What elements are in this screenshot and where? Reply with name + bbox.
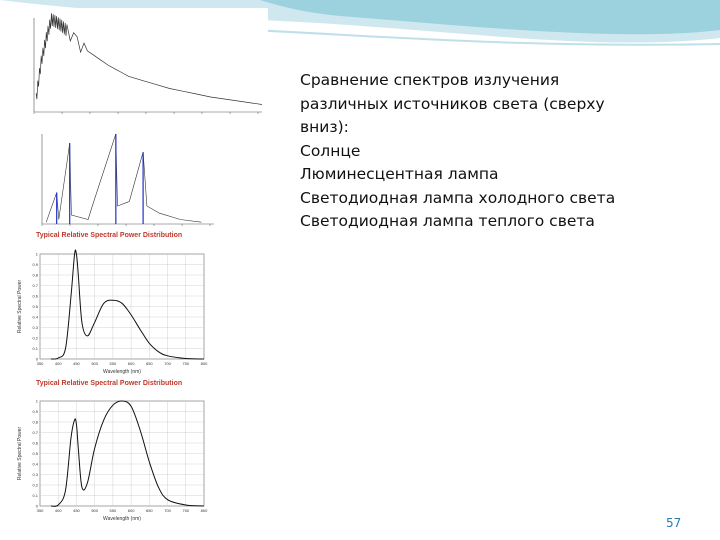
y-axis-label: Relative Spectral Power — [17, 426, 23, 481]
y-tick-label: 1 — [35, 251, 38, 257]
x-tick-label: 500 — [91, 508, 99, 513]
chart-title: Typical Relative Spectral Power Distribution — [36, 232, 183, 239]
y-tick-label: 0.6 — [32, 293, 38, 299]
y-tick-label: 0.5 — [32, 303, 38, 309]
y-tick-label: 0 — [35, 356, 38, 362]
y-axis-label: Relative Spectral Power — [17, 279, 23, 334]
y-tick-label: 0.8 — [32, 272, 38, 278]
x-tick-label: 700 — [164, 361, 171, 366]
x-tick-label: 450 — [73, 361, 80, 366]
text-line: различных источников света (сверху — [300, 94, 605, 113]
x-tick-label: 400 — [54, 361, 62, 366]
chart-led-cold — [14, 232, 214, 380]
text-line: Солнце — [300, 141, 361, 160]
x-tick-label: 550 — [109, 508, 117, 513]
y-tick-label: 0.8 — [32, 419, 38, 425]
y-tick-label: 1 — [35, 398, 38, 404]
x-tick-label: 500 — [91, 361, 99, 366]
x-tick-label: 600 — [127, 508, 135, 513]
y-tick-label: 0.9 — [32, 261, 38, 267]
y-tick-label: 0 — [35, 503, 38, 509]
x-tick-label: 800 — [200, 508, 208, 513]
y-tick-label: 0.1 — [32, 492, 38, 498]
chart-title: Typical Relative Spectral Power Distribution — [36, 380, 183, 387]
y-tick-label: 0.9 — [32, 408, 38, 414]
x-tick-label: 400 — [54, 508, 62, 513]
x-tick-label: 750 — [182, 508, 190, 513]
y-tick-label: 0.4 — [32, 314, 38, 320]
chart-sun — [20, 8, 268, 120]
x-tick-label: 550 — [109, 361, 117, 366]
series-line — [36, 13, 262, 104]
y-tick-label: 0.3 — [32, 471, 38, 477]
y-tick-label: 0.7 — [32, 429, 38, 435]
x-tick-label: 650 — [145, 361, 153, 366]
text-line: вниз): — [300, 118, 349, 136]
x-tick-label: 450 — [73, 508, 80, 513]
y-tick-label: 0.5 — [32, 450, 38, 456]
x-tick-label: 750 — [182, 361, 190, 366]
x-tick-label: 650 — [145, 508, 153, 513]
x-tick-label: 600 — [127, 361, 135, 366]
chart-led-warm — [14, 380, 214, 530]
x-tick-label: 350 — [36, 508, 44, 513]
text-line: Светодиодная лампа теплого света — [300, 212, 595, 230]
x-axis-label: Wavelength (nm) — [103, 516, 141, 522]
x-axis-label: Wavelength (nm) — [103, 369, 141, 375]
y-tick-label: 0.7 — [32, 282, 38, 288]
text-line: Сравнение спектров излучения — [300, 71, 560, 89]
text-line: Люминесцентная лампа — [300, 165, 499, 183]
y-tick-label: 0.4 — [32, 461, 38, 467]
body-text — [300, 69, 700, 234]
x-tick-label: 700 — [164, 508, 171, 513]
y-tick-label: 0.1 — [32, 345, 38, 351]
text-line: Светодиодная лампа холодного света — [300, 188, 616, 207]
y-tick-label: 0.6 — [32, 440, 38, 446]
y-tick-label: 0.3 — [32, 324, 38, 330]
y-tick-label: 0.2 — [32, 482, 38, 488]
page-number: 57 — [666, 516, 682, 530]
x-tick-label: 800 — [200, 361, 208, 366]
chart-fluorescent — [28, 128, 220, 232]
y-tick-label: 0.2 — [32, 335, 38, 341]
x-tick-label: 350 — [36, 361, 44, 366]
